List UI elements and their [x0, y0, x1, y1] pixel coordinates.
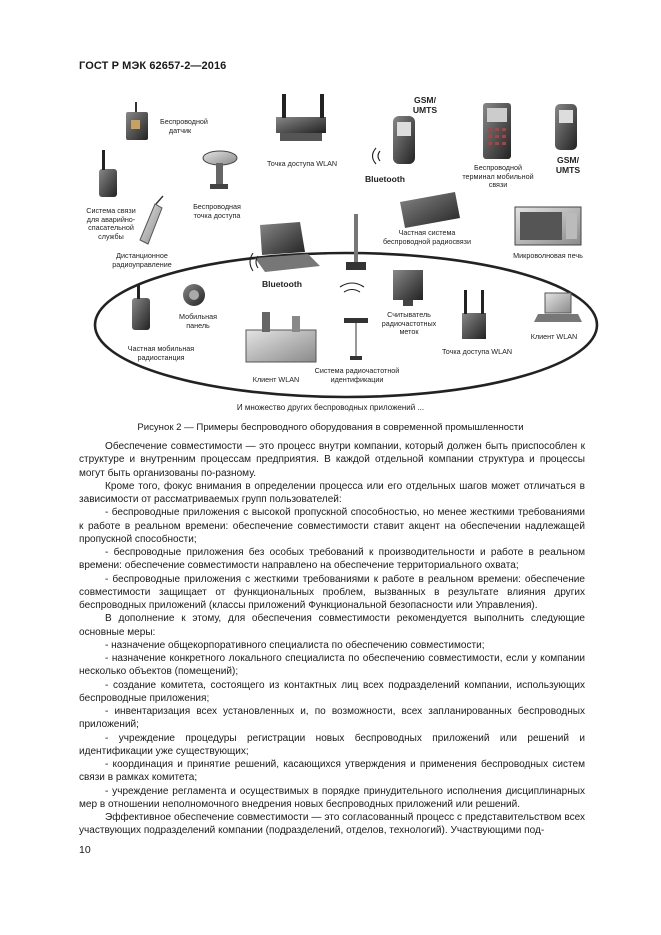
- figure-tail-note: И множество других беспроводных приложений ...: [236, 403, 425, 412]
- label-wlan-client-right: Клиент WLAN: [530, 332, 578, 341]
- private-radio-system-icon: [400, 192, 460, 228]
- antenna-mast-icon: [346, 214, 366, 270]
- remote-control-icon: [140, 196, 163, 244]
- label-mobile-panel: Мобильная панель: [179, 312, 217, 330]
- list-item: - беспроводные приложения без особых требований к производительности и работе в реальном времени: обеспечение совместимости направлено на обеспечение территориального охвата;: [79, 547, 585, 572]
- rfid-system-icon: [344, 318, 368, 360]
- list-item: - инвентаризация всех установленных и, по возможности, всех запланированных беспроводных приложений;: [79, 706, 585, 731]
- emergency-radio-icon: [99, 150, 117, 197]
- wireless-access-point-icon: [203, 151, 237, 189]
- paragraph: В дополнение к этому, для обеспечения совместимости рекомендуется выполнить следующие основные меры:: [79, 613, 585, 638]
- page-number: 10: [79, 844, 91, 856]
- list-item: - назначение общекорпоративного специалиста по обеспечению совместимости;: [105, 639, 485, 651]
- label-emergency: Система связи для аварийно-спасательной службы: [86, 206, 136, 241]
- wlan-client-laptop-icon: [534, 293, 582, 322]
- label-private-radio: Частная система беспроводной радиосвязи: [383, 228, 471, 246]
- label-rfid-reader: Считыватель радиочастотных меток: [381, 310, 437, 337]
- list-item: - координация и принятие решений, касающихся утверждения и применения беспроводных систем связи в рамках комитета;: [79, 759, 585, 784]
- wlan-client-left-icon: [246, 312, 316, 362]
- label-rfid-system: Система радиочастотной идентификации: [314, 366, 400, 384]
- label-wlan-client-left: Клиент WLAN: [252, 375, 300, 384]
- label-wlan-ap-top: Точка доступа WLAN: [266, 159, 338, 168]
- list-item: - беспроводные приложения с высокой пропускной способностью, но менее жесткими требованиями к работе в реальном времени: обеспечение совместимости ставит акцент на обеспечении надлежащей пропускной способности;: [79, 507, 585, 545]
- list-item: - беспроводные приложения с жесткими требованиями к работе в реальном времени: обеспечение совместимости защищает от функциональных проблем, вызванных в результате влияния других беспроводных приложений (классы приложений Функциональной безопасности или Управления).: [79, 573, 585, 611]
- label-gsm-right: GSM/ UMTS: [555, 155, 581, 175]
- bluetooth-waves-icon: [373, 148, 381, 164]
- laptop-icon: [255, 222, 320, 272]
- wireless-sensor-icon: [126, 102, 148, 140]
- label-wireless-sensor: Беспроводной датчик: [160, 117, 208, 135]
- wlan-access-point-icon: [276, 94, 326, 141]
- label-private-mobile-radio: Частная мобильная радиостанция: [127, 344, 195, 362]
- wlan-access-point-right-icon: [462, 290, 486, 339]
- rfid-reader-icon: [393, 270, 423, 306]
- figure-wireless-equipment: [0, 0, 661, 420]
- label-microwave: Микроволновая печь: [513, 251, 583, 260]
- list-item: - учреждение процедуры регистрации новых беспроводных приложений или решений и идентификации уже существующих;: [79, 732, 585, 757]
- gsm-phone-icon: [555, 104, 577, 150]
- mobile-phone-icon: [393, 116, 415, 164]
- paragraph: Эффективное обеспечение совместимости — это согласованный процесс с представительством всех участвующих подразделений компании (подразделений, отделов, технологий). Участвующими под-: [79, 812, 585, 837]
- private-mobile-radio-icon: [132, 285, 150, 330]
- laptop-waves-icon: [250, 253, 258, 271]
- mobile-terminal-icon: [483, 103, 511, 159]
- label-gsm-top: GSM/ UMTS: [412, 95, 438, 115]
- label-bluetooth-mid: Bluetooth: [261, 279, 303, 289]
- list-item: - учреждение регламента и осуществимых в порядке принудительного исполнения дисциплинарных мер в отношении неполномочного внедрения новых беспроводных приложений или решений.: [79, 785, 585, 810]
- list-item: - назначение конкретного локального специалиста по обеспечению совместимости, если у компании несколько объектов (помещений);: [79, 653, 585, 678]
- label-remote-control: Дистанционное радиоуправление: [112, 251, 172, 269]
- label-mobile-terminal: Беспроводной терминал мобильной связи: [462, 163, 534, 190]
- figure-caption: Рисунок 2 — Примеры беспроводного оборудования в современной промышленности: [137, 422, 524, 433]
- body-text: [79, 440, 585, 838]
- paragraph: Кроме того, фокус внимания в определении процесса или его отдельных шагов может отличаться в зависимости от рассматриваемых групп пользователей:: [79, 480, 585, 505]
- microwave-icon: [515, 207, 581, 245]
- list-item: - создание комитета, состоящего из контактных лиц всех подразделений компании, использующих беспроводные приложения;: [79, 679, 585, 704]
- label-bluetooth-top: Bluetooth: [364, 174, 406, 184]
- mobile-panel-icon: [183, 284, 205, 306]
- label-wireless-ap: Беспроводная точка доступа: [193, 202, 241, 220]
- paragraph: Обеспечение совместимости — это процесс внутри компании, который должен быть приспособлен к структуре и внутренним процессам предприятия. В каждой отдельной компании структура и процессы могут быть организованы по-разному.: [79, 441, 585, 479]
- standard-header: ГОСТ Р МЭК 62657-2—2016: [79, 60, 227, 72]
- label-wlan-ap-right: Точка доступа WLAN: [441, 347, 513, 356]
- antenna-waves-icon: [340, 283, 364, 292]
